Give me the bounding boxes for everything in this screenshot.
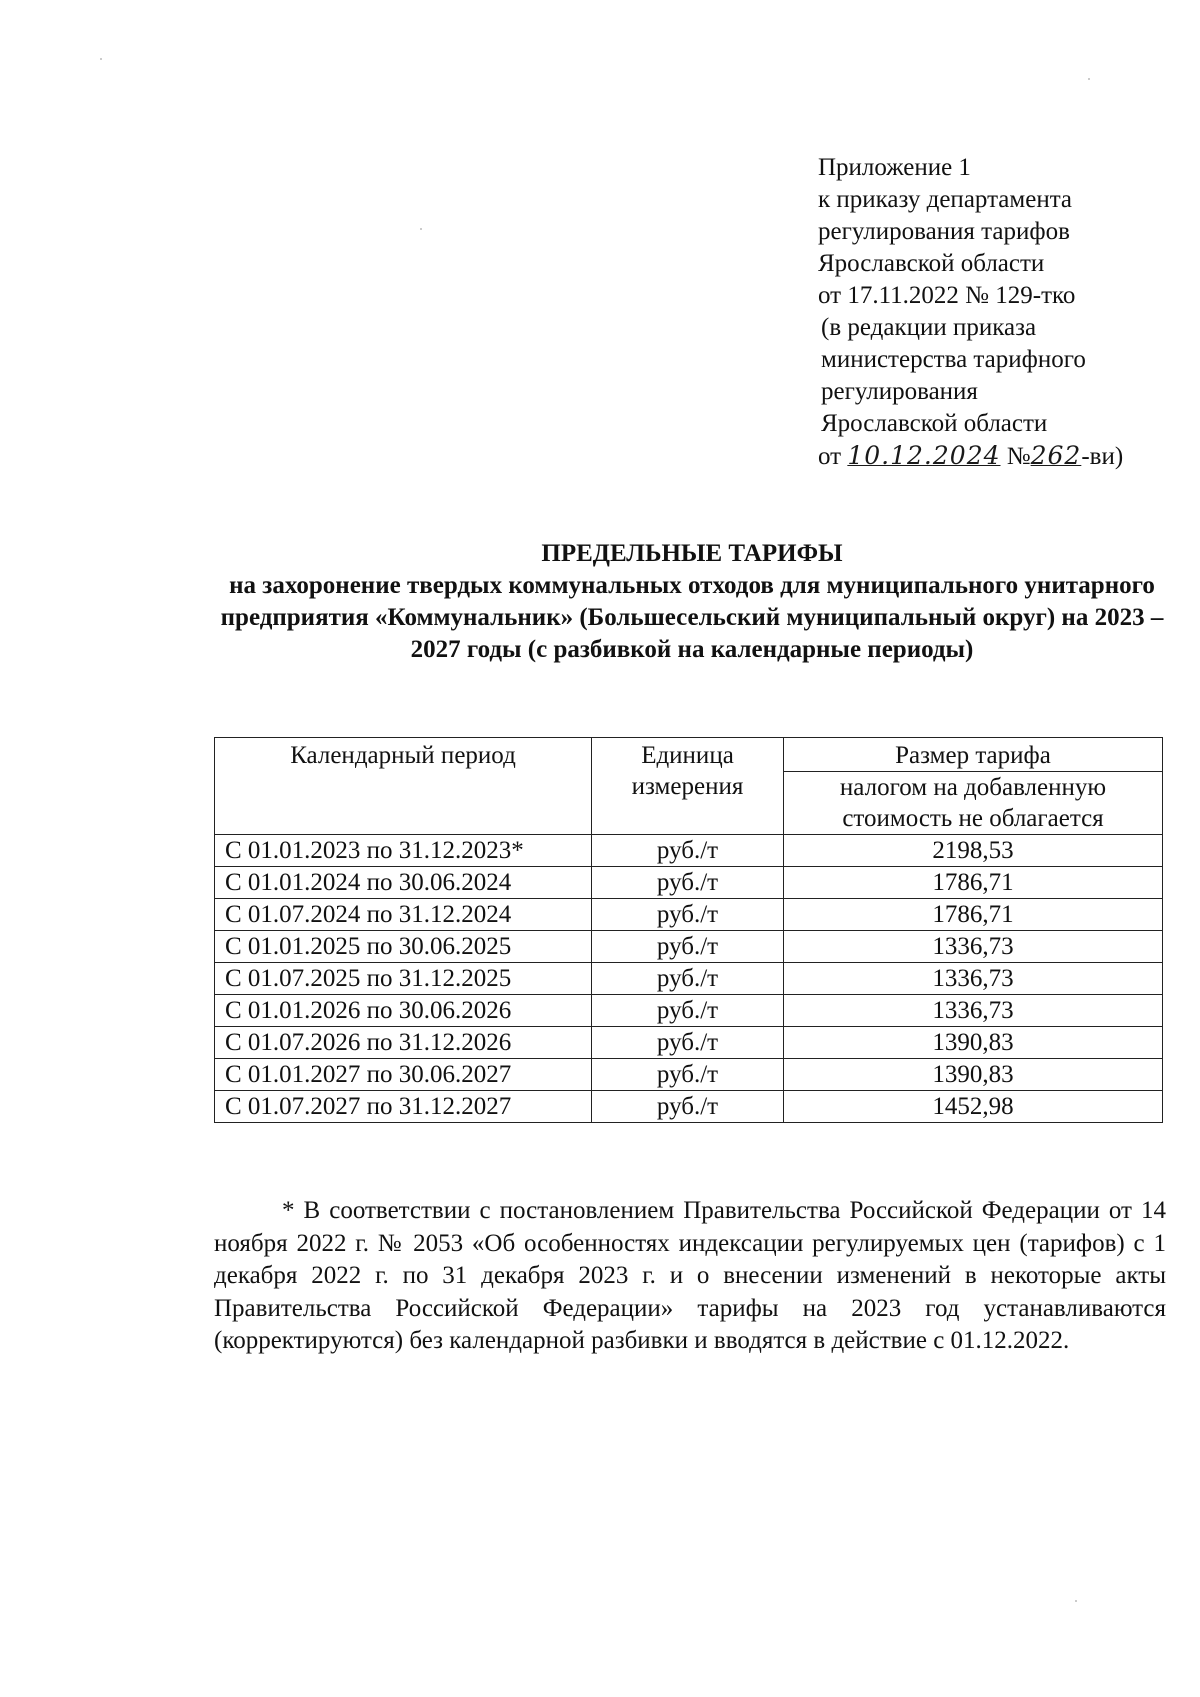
period-cell: С 01.07.2024 по 31.12.2024: [215, 899, 592, 931]
scan-speck: [420, 228, 422, 230]
period-cell: С 01.01.2027 по 30.06.2027: [215, 1059, 592, 1091]
amendment-suffix: -ви): [1081, 443, 1124, 470]
tariff-value-cell: 1336,73: [784, 931, 1163, 963]
table-row: [215, 867, 1163, 899]
header-size-sub: налогом на добавленную стоимость не облагается: [784, 772, 1163, 835]
period-cell: С 01.07.2026 по 31.12.2026: [215, 1027, 592, 1059]
document-title: [214, 538, 1170, 666]
table-row: [215, 899, 1163, 931]
appendix-header: [818, 152, 1178, 473]
appendix-line: регулирования: [821, 378, 978, 405]
footnote: * В соответствии с постановлением Правительства Российской Федерации от 14 ноября 2022 г. № 2053 «Об особенностях индексации регулируемых цен (тарифов) с 1 декабря 2022 г. по 31 декабря 2023 г. и о внесении изменений в некоторые акты Правительства Российской Федерации» тарифы на 2023 год устанавливаются (корректируются) без календарной разбивки и вводятся в действие с 01.12.2022.: [214, 1197, 1166, 1354]
period-cell: С 01.07.2027 по 31.12.2027: [215, 1091, 592, 1123]
unit-cell: руб./т: [592, 835, 784, 867]
appendix-line: Ярославской области: [818, 250, 1045, 277]
appendix-line: к приказу департамента: [818, 186, 1073, 213]
unit-cell: руб./т: [592, 1027, 784, 1059]
tariff-value-cell: 1786,71: [784, 899, 1163, 931]
header-row: [215, 738, 1163, 772]
table-row: [215, 1091, 1163, 1123]
handwritten-date: 10.12.2024: [847, 441, 1001, 470]
table-row: [215, 1027, 1163, 1059]
tariff-value-cell: 1452,98: [784, 1091, 1163, 1123]
table-row: [215, 963, 1163, 995]
header-unit: Единица измерения: [592, 738, 784, 835]
tariff-value-cell: 1336,73: [784, 963, 1163, 995]
table-row: [215, 835, 1163, 867]
tariff-table-head: [215, 738, 1163, 835]
tariff-value-cell: 1390,83: [784, 1059, 1163, 1091]
scan-speck: [100, 58, 102, 60]
scan-speck: [1088, 78, 1090, 80]
handwritten-number: 262: [1030, 441, 1082, 470]
unit-cell: руб./т: [592, 1091, 784, 1123]
unit-cell: руб./т: [592, 867, 784, 899]
amendment-prefix: от: [818, 443, 848, 470]
appendix-line: министерства тарифного: [821, 346, 1086, 373]
title-main: ПРЕДЕЛЬНЫЕ ТАРИФЫ: [541, 540, 843, 567]
unit-cell: руб./т: [592, 899, 784, 931]
tariff-table: [214, 737, 1163, 1123]
unit-cell: руб./т: [592, 963, 784, 995]
table-row: [215, 1059, 1163, 1091]
unit-cell: руб./т: [592, 1059, 784, 1091]
tariff-table-body: [215, 835, 1163, 1123]
title-subtitle: на захоронение твердых коммунальных отходов для муниципального унитарного предприятия «Коммунальник» (Большесельский муниципальный округ) на 2023 – 2027 годы (с разбивкой на календарные периоды): [220, 572, 1164, 663]
header-size: Размер тарифа: [784, 738, 1163, 772]
period-cell: С 01.01.2025 по 30.06.2025: [215, 931, 592, 963]
tariff-value-cell: 1786,71: [784, 867, 1163, 899]
header-period: Календарный период: [215, 738, 592, 835]
table-row: [215, 931, 1163, 963]
period-cell: С 01.01.2023 по 31.12.2023*: [215, 835, 592, 867]
tariff-value-cell: 2198,53: [784, 835, 1163, 867]
period-cell: С 01.07.2025 по 31.12.2025: [215, 963, 592, 995]
appendix-line: регулирования тарифов: [818, 218, 1070, 245]
appendix-line: Ярославской области: [821, 410, 1048, 437]
period-cell: С 01.01.2024 по 30.06.2024: [215, 867, 592, 899]
tariff-value-cell: 1390,83: [784, 1027, 1163, 1059]
period-cell: С 01.01.2026 по 30.06.2026: [215, 995, 592, 1027]
amendment-line: [818, 440, 1178, 473]
scan-speck: [1075, 1600, 1077, 1602]
appendix-line: (в редакции приказа: [821, 314, 1037, 341]
unit-cell: руб./т: [592, 995, 784, 1027]
unit-cell: руб./т: [592, 931, 784, 963]
appendix-line: Приложение 1: [818, 154, 971, 181]
number-sign: №: [1000, 443, 1031, 470]
appendix-line: от 17.11.2022 № 129-тко: [818, 282, 1076, 309]
table-row: [215, 995, 1163, 1027]
tariff-value-cell: 1336,73: [784, 995, 1163, 1027]
